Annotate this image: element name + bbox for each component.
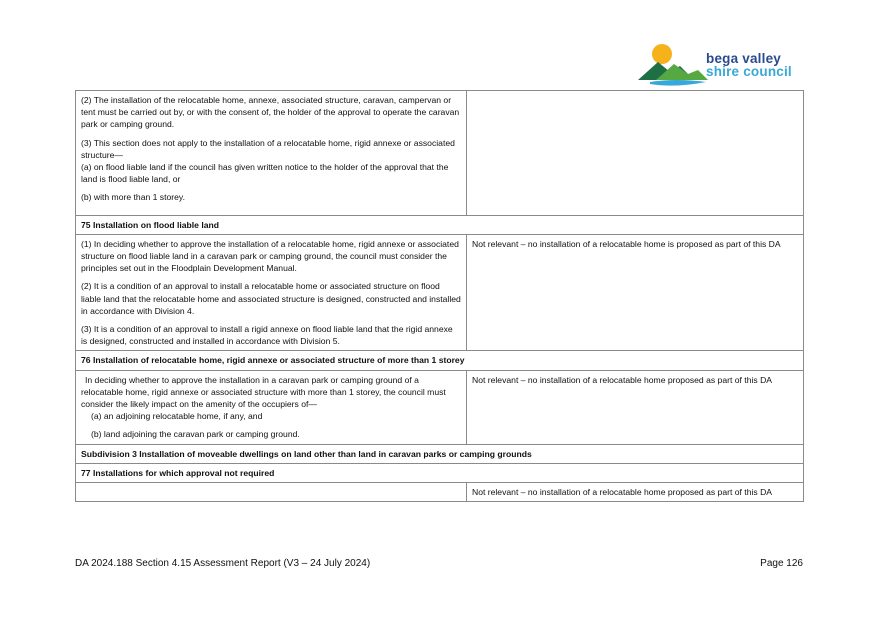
clause-paragraph: (b) with more than 1 storey. bbox=[81, 192, 185, 203]
logo-text-line1: bega valley bbox=[706, 51, 781, 66]
clause-paragraph: (a) on flood liable land if the council has given written notice to the holder of the approval that the land is flood liable land, or bbox=[81, 162, 449, 185]
requirement-cell bbox=[76, 234, 467, 351]
table-row bbox=[76, 370, 804, 444]
footer-report-title: DA 2024.188 Section 4.15 Assessment Report (V3 – 24 July 2024) bbox=[75, 558, 371, 569]
section-heading-77: 77 Installations for which approval not required bbox=[76, 463, 804, 482]
clause-paragraph: (2) It is a condition of an approval to install a relocatable home or associated structure on flood liable land that the relocatable home and associated structure is designed, constructed and installed in accordance with Division 4. bbox=[81, 281, 461, 316]
table-row bbox=[76, 234, 804, 351]
comment-cell: Not relevant – no installation of a relocatable home proposed as part of this DA bbox=[467, 370, 804, 444]
clause-paragraph: (3) This section does not apply to the installation of a relocatable home, rigid annexe or associated structure— bbox=[81, 137, 455, 160]
sun-shape bbox=[652, 44, 672, 64]
subdivision-heading: Subdivision 3 Installation of moveable dwellings on land other than land in caravan parks or camping grounds bbox=[76, 444, 804, 463]
section-heading-row bbox=[76, 444, 804, 463]
assessment-table bbox=[75, 90, 804, 502]
section-heading-75: 75 Installation on flood liable land bbox=[76, 215, 804, 234]
section-heading-row bbox=[76, 215, 804, 234]
logo-graphic bbox=[636, 42, 716, 90]
clause-paragraph: In deciding whether to approve the installation in a caravan park or camping ground of a relocatable home, rigid annexe or associated structure with more than 1 storey, the council must consider the likely impact on the amenity of the occupiers of— bbox=[81, 374, 446, 410]
table-row bbox=[76, 91, 804, 216]
clause-paragraph: (b) land adjoining the caravan park or camping ground. bbox=[91, 429, 300, 440]
clause-paragraph: (a) an adjoining relocatable home, if any, and bbox=[91, 411, 263, 422]
section-heading-row bbox=[76, 463, 804, 482]
section-heading-76: 76 Installation of relocatable home, rigid annexe or associated structure of more than 1 storey bbox=[76, 351, 804, 370]
comment-cell: Not relevant – no installation of a relocatable home is proposed as part of this DA bbox=[467, 234, 804, 351]
logo-text-line2: shire council bbox=[706, 64, 792, 79]
council-logo bbox=[636, 42, 806, 90]
table-row bbox=[76, 483, 804, 502]
water-shape bbox=[650, 80, 706, 86]
section-heading-row bbox=[76, 351, 804, 370]
requirement-cell bbox=[76, 483, 467, 502]
requirement-cell bbox=[76, 370, 467, 444]
clause-paragraph: (2) The installation of the relocatable home, annexe, associated structure, caravan, campervan or tent must be carried out by, or with the consent of, the holder of the approval to operate the caravan park or camping ground. bbox=[81, 95, 460, 130]
clause-paragraph: (1) In deciding whether to approve the installation of a relocatable home, rigid annexe or associated structure on flood liable land in a caravan park or camping ground, the council must consider the principles set out in the Floodplain Development Manual. bbox=[81, 238, 459, 274]
comment-cell: Not relevant – no installation of a relocatable home proposed as part of this DA bbox=[467, 483, 804, 502]
clause-paragraph: (3) It is a condition of an approval to install a rigid annexe on flood liable land that the rigid annexe is designed, constructed and installed in accordance with Division 5. bbox=[81, 324, 453, 347]
footer-page-number: Page 126 bbox=[760, 558, 803, 569]
requirement-cell bbox=[76, 91, 467, 216]
comment-cell bbox=[467, 91, 804, 216]
